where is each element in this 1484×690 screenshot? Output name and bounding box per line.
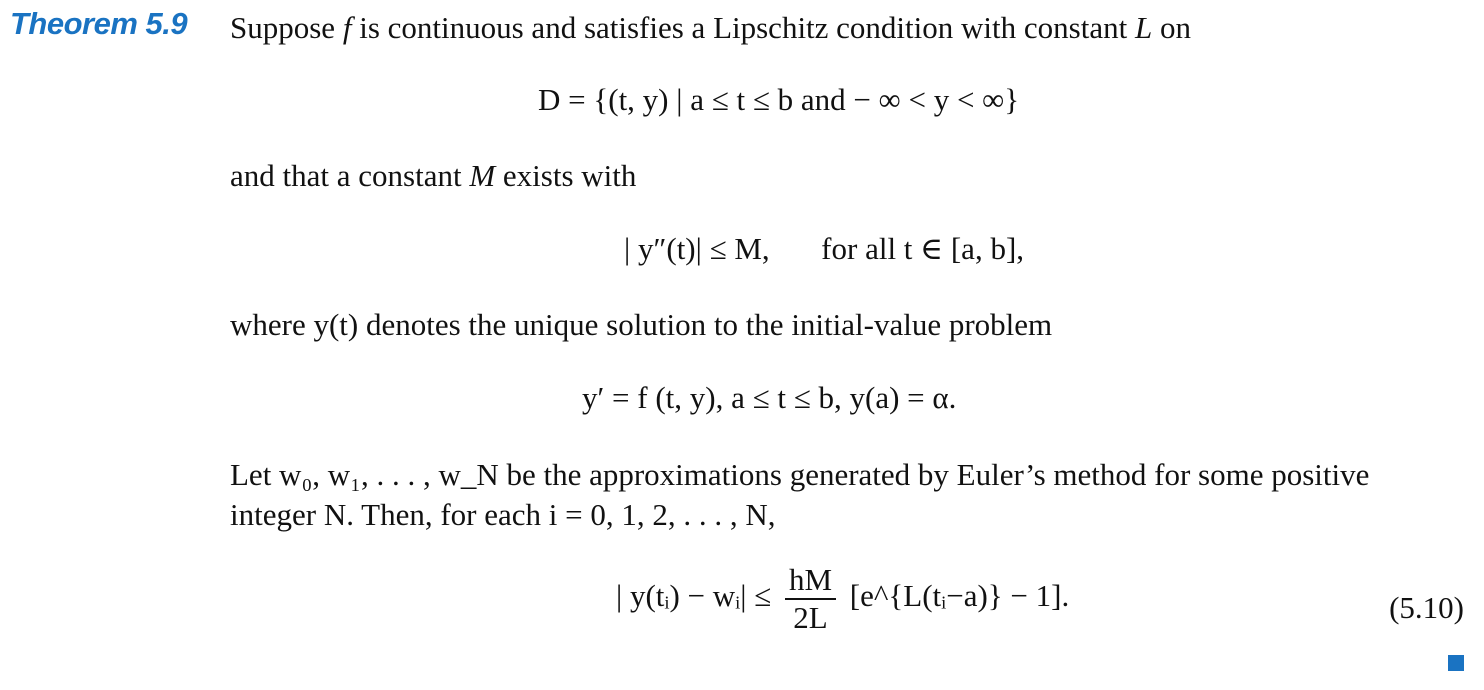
theorem-label: Theorem 5.9 — [10, 6, 188, 41]
error-bound-equation: | y(tᵢ) − wᵢ| ≤ $\frac{hM}{2L}$ [e^{L(tᵢ−a)} − 1]. — [616, 562, 1070, 635]
ivp-description: where y(t) denotes the unique solution to the initial-value problem — [230, 307, 1053, 342]
integer-n-line: integer N. Then, for each i = 0, 1, 2, . . . , N, — [230, 497, 776, 532]
error-fraction: $\frac{hM}{2L}$ — [785, 562, 836, 636]
end-of-proof-square — [1448, 655, 1464, 671]
domain-equation: D = {(t, y) | a ≤ t ≤ b and − ∞ < y < ∞} — [538, 82, 1020, 117]
bound-equation: | y″(t)| ≤ M, for all t ∈ [a, b], — [624, 231, 1025, 266]
equation-number: (5.10) — [1389, 590, 1464, 625]
euler-approximations-line: Let w₀, w₁, . . . , w_N be the approximations generated by Euler’s method for some positive — [230, 457, 1370, 492]
constant-line: and that a constant M exists with — [230, 158, 637, 193]
theorem-intro: Suppose f is continuous and satisfies a Lipschitz condition with constant L on — [230, 10, 1191, 45]
ivp-equation: y′ = f (t, y), a ≤ t ≤ b, y(a) = α. — [582, 380, 957, 415]
